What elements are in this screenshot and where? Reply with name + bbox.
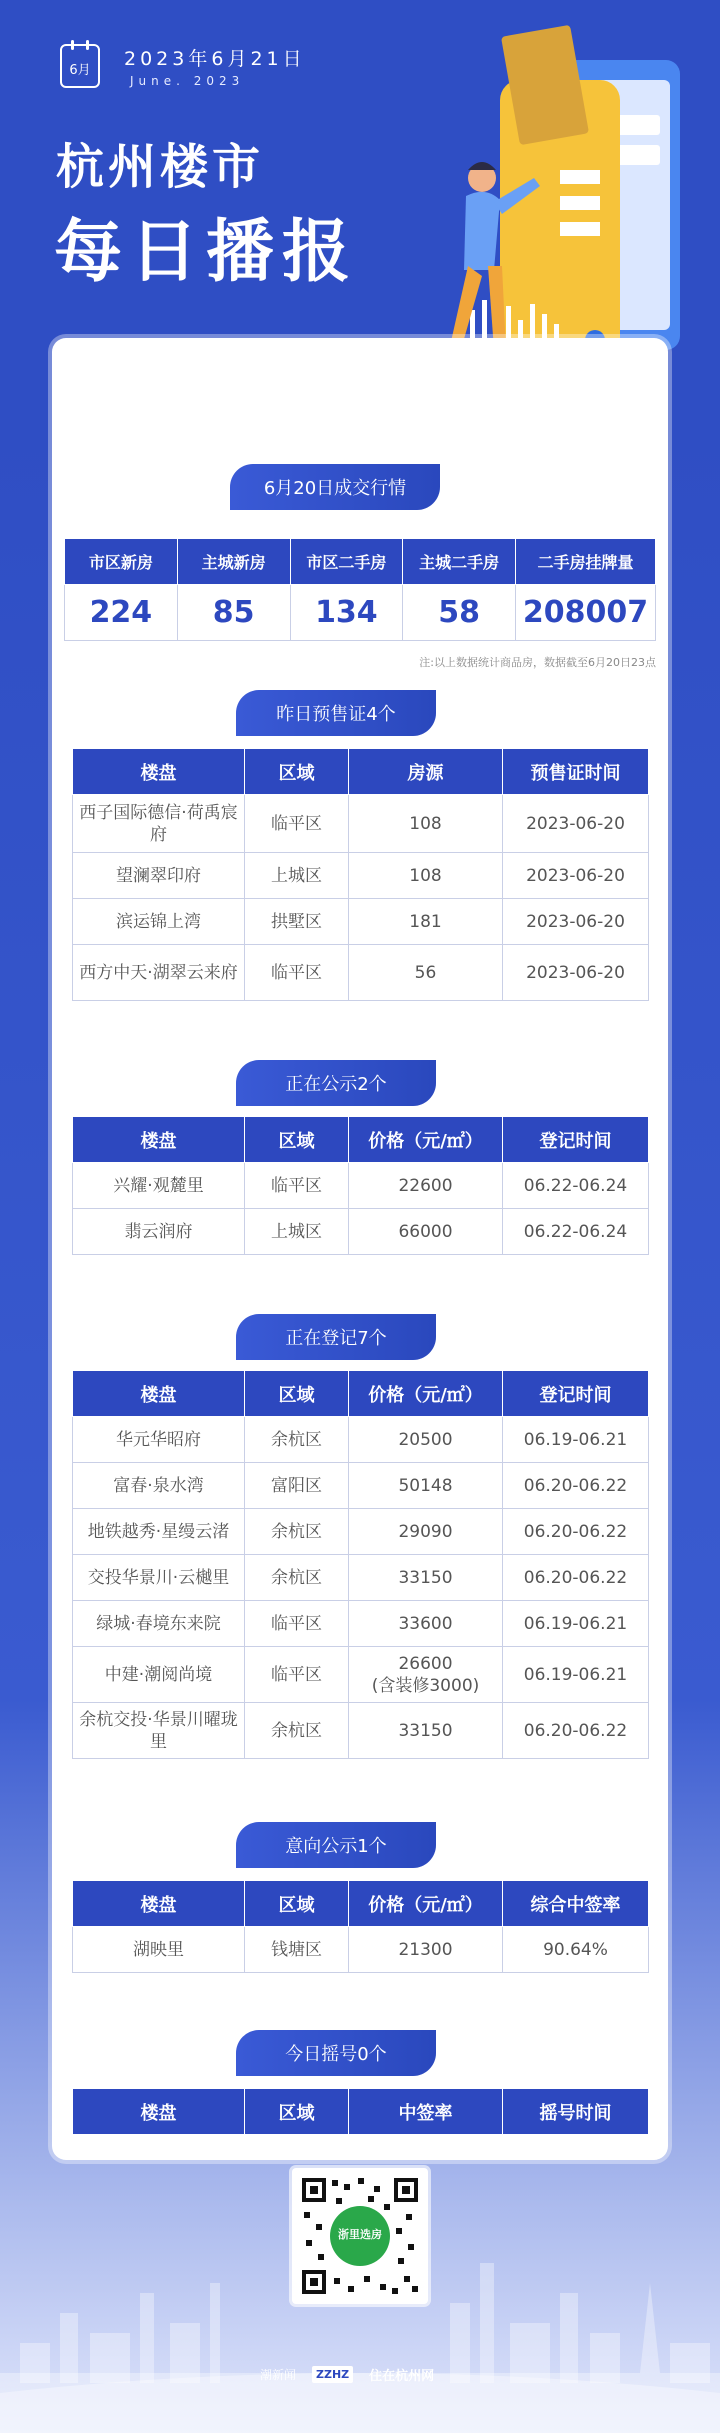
table-row-cell: 06.19-06.21 [503,1601,649,1647]
table-row-cell: 中建·潮阅尚境 [73,1647,245,1703]
table-row-cell: 33150 [349,1703,503,1759]
lottery-col-1: 区域 [245,2089,349,2135]
page-title-line2: 每日播报 [54,213,359,292]
table-row-cell: 26600 (含装修3000) [349,1647,503,1703]
table-row-cell: 56 [349,945,503,1001]
footer-logos [260,2365,434,2384]
date-icon-month: 6月 [69,62,91,78]
table-row-cell: 西方中天·湖翠云来府 [73,945,245,1001]
section-title-deals [230,464,440,510]
table-row-cell: 06.20-06.22 [503,1509,649,1555]
registering-col-3: 登记时间 [503,1371,649,1417]
table-row-cell: 22600 [349,1163,503,1209]
table-row-cell: 交投华景川·云樾里 [73,1555,245,1601]
table-row-cell: 06.20-06.22 [503,1463,649,1509]
table-row-cell: 06.22-06.24 [503,1209,649,1255]
table-row-cell: 兴耀·观麓里 [73,1163,245,1209]
table-row-cell: 33600 [349,1601,503,1647]
table-row-cell: 06.22-06.24 [503,1163,649,1209]
intent-col-3: 综合中签率 [503,1881,649,1927]
section-title-lottery [236,2030,436,2076]
table-row-cell: 翡云润府 [73,1209,245,1255]
registering-table [72,1370,649,1759]
publicity-col-0: 楼盘 [73,1117,245,1163]
table-row-cell: 21300 [349,1927,503,1973]
section-title-presale-text: 昨日预售证4个 [276,704,396,725]
presale-col-2: 房源 [349,749,503,795]
section-title-registering [236,1314,436,1360]
deals-col-4: 二手房挂牌量 [516,539,656,585]
table-row-cell: 2023-06-20 [503,795,649,853]
table-row-cell: 2023-06-20 [503,899,649,945]
table-row-cell: 余杭区 [245,1555,349,1601]
lottery-table [72,2088,649,2135]
logo-zzhz: ZZHZ [312,2366,353,2383]
table-row-cell: 余杭区 [245,1509,349,1555]
table-row-cell: 临平区 [245,1647,349,1703]
calendar-icon [60,44,100,88]
table-row-cell: 临平区 [245,1601,349,1647]
deals-value-1: 85 [177,585,290,641]
table-row-cell: 108 [349,795,503,853]
table-row-cell: 华元华昭府 [73,1417,245,1463]
page-title-line1: 杭州楼市 [56,139,265,195]
table-row-cell: 湖映里 [73,1927,245,1973]
lottery-col-0: 楼盘 [73,2089,245,2135]
publicity-table [72,1116,649,1255]
deals-col-0: 市区新房 [65,539,178,585]
deals-table [64,538,656,641]
intent-col-1: 区域 [245,1881,349,1927]
table-row-cell: 上城区 [245,853,349,899]
table-row-cell: 临平区 [245,795,349,853]
qr-code[interactable] [292,2168,428,2304]
table-row-cell: 06.20-06.22 [503,1555,649,1601]
section-title-lottery-text: 今日摇号0个 [285,2044,387,2065]
publicity-col-3: 登记时间 [503,1117,649,1163]
presale-col-0: 楼盘 [73,749,245,795]
table-row-cell: 临平区 [245,1163,349,1209]
deals-col-2: 市区二手房 [290,539,403,585]
deals-value-3: 58 [403,585,516,641]
table-row-cell: 余杭区 [245,1703,349,1759]
table-row-cell: 绿城·春境东来院 [73,1601,245,1647]
section-title-presale [236,690,436,736]
registering-col-2: 价格（元/㎡） [349,1371,503,1417]
table-row-cell: 临平区 [245,945,349,1001]
lottery-col-3: 摇号时间 [503,2089,649,2135]
table-row-cell: 余杭区 [245,1417,349,1463]
deals-col-3: 主城二手房 [403,539,516,585]
table-row-cell: 50148 [349,1463,503,1509]
intent-col-2: 价格（元/㎡） [349,1881,503,1927]
table-row-cell: 108 [349,853,503,899]
deals-note: 注:以上数据统计商品房，数据截至6月20日23点 [419,656,656,669]
table-row-cell: 06.20-06.22 [503,1703,649,1759]
table-row-cell: 西子国际德信·荷禹宸府 [73,795,245,853]
table-row-cell: 06.19-06.21 [503,1647,649,1703]
table-row-cell: 地铁越秀·星缦云渚 [73,1509,245,1555]
table-row-cell: 33150 [349,1555,503,1601]
qr-label: 浙里选房 [338,2228,382,2241]
section-title-publicity [236,1060,436,1106]
table-row-cell: 29090 [349,1509,503,1555]
table-row-cell: 望澜翠印府 [73,853,245,899]
section-title-registering-text: 正在登记7个 [285,1328,387,1349]
illustration-person-phone-icon [410,20,710,390]
deals-col-1: 主城新房 [177,539,290,585]
table-row-cell: 钱塘区 [245,1927,349,1973]
table-row-cell: 富阳区 [245,1463,349,1509]
presale-col-1: 区域 [245,749,349,795]
section-title-publicity-text: 正在公示2个 [285,1074,387,1095]
table-row-cell: 66000 [349,1209,503,1255]
deals-value-0: 224 [65,585,178,641]
table-row-cell: 06.19-06.21 [503,1417,649,1463]
section-title-deals-text: 6月20日成交行情 [263,478,407,499]
section-title-intent-text: 意向公示1个 [285,1836,387,1857]
registering-col-0: 楼盘 [73,1371,245,1417]
table-row-cell: 20500 [349,1417,503,1463]
intent-table [72,1880,649,1973]
intent-col-0: 楼盘 [73,1881,245,1927]
publicity-col-2: 价格（元/㎡） [349,1117,503,1163]
lottery-col-2: 中签率 [349,2089,503,2135]
presale-col-3: 预售证时间 [503,749,649,795]
table-row-cell: 滨运锦上湾 [73,899,245,945]
presale-table [72,748,649,1001]
section-title-intent [236,1822,436,1868]
publicity-col-1: 区域 [245,1117,349,1163]
table-row-cell: 上城区 [245,1209,349,1255]
date-chinese: 2023年6月21日 [124,48,306,70]
table-row-cell: 富春·泉水湾 [73,1463,245,1509]
table-row-cell: 181 [349,899,503,945]
deals-value-2: 134 [290,585,403,641]
deals-value-4: 208007 [516,585,656,641]
table-row-cell: 2023-06-20 [503,853,649,899]
table-row-cell: 余杭交投·华景川曜珑里 [73,1703,245,1759]
logo-site: 住在杭州网 [369,2369,435,2384]
date-english: June. 2023 [130,74,245,88]
registering-col-1: 区域 [245,1371,349,1417]
logo-chao-news: 潮新闻 [260,2368,297,2382]
table-row-cell: 90.64% [503,1927,649,1973]
table-row-cell: 拱墅区 [245,899,349,945]
table-row-cell: 2023-06-20 [503,945,649,1001]
